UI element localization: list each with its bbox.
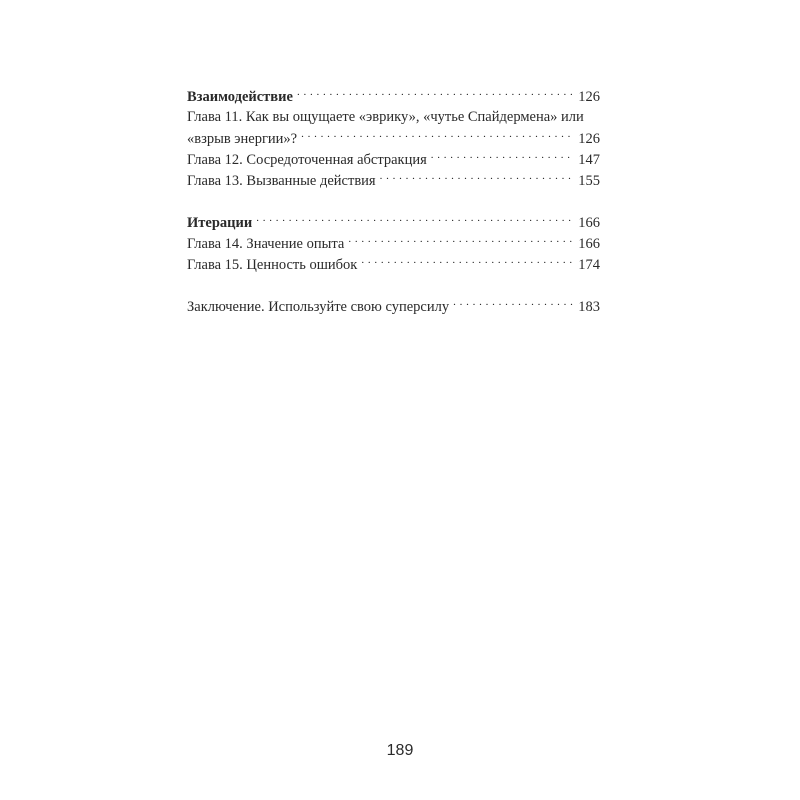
toc-part-interaction bbox=[187, 86, 600, 191]
toc-entry-chapter-14 bbox=[187, 233, 600, 254]
toc-entry-part-interaction bbox=[187, 86, 600, 107]
toc-leader-dots bbox=[256, 212, 574, 227]
toc-part-title: Итерации bbox=[187, 214, 253, 231]
toc-chapter-title: Глава 14. Значение опыта bbox=[187, 235, 345, 252]
toc-entry-chapter-15 bbox=[187, 254, 600, 275]
toc-part-title: Взаимодействие bbox=[187, 88, 293, 105]
toc-leader-dots bbox=[361, 254, 574, 269]
toc-chapter-title: Глава 15. Ценность ошибок bbox=[187, 256, 358, 273]
toc-leader-dots bbox=[297, 86, 574, 101]
toc-leader-dots bbox=[453, 296, 574, 311]
toc-page-number: 155 bbox=[578, 172, 600, 189]
toc-entry-chapter-11-line1 bbox=[187, 107, 600, 128]
toc-leader-dots bbox=[431, 149, 574, 164]
toc-entry-chapter-12 bbox=[187, 149, 600, 170]
toc-page-number: 166 bbox=[578, 214, 600, 231]
toc-leader-dots bbox=[380, 170, 575, 185]
toc-entry-chapter-13 bbox=[187, 170, 600, 191]
toc-entry-chapter-11-line2 bbox=[187, 128, 600, 149]
toc-conclusion bbox=[187, 296, 600, 317]
toc-page-number: 166 bbox=[578, 235, 600, 252]
toc-entry-part-iterations bbox=[187, 212, 600, 233]
toc-page-number: 147 bbox=[578, 151, 600, 168]
toc-leader-dots bbox=[348, 233, 574, 248]
page-footer-number: 189 bbox=[386, 742, 414, 759]
toc-chapter-title: Глава 12. Сосредоточенная абстракция bbox=[187, 151, 427, 168]
toc-chapter-title-continued: «взрыв энергии»? bbox=[187, 130, 298, 147]
toc-page-number: 126 bbox=[578, 130, 600, 147]
toc-page-number: 126 bbox=[578, 88, 600, 105]
toc-part-iterations bbox=[187, 212, 600, 275]
table-of-contents bbox=[187, 86, 600, 317]
toc-leader-dots bbox=[301, 128, 574, 143]
toc-chapter-title: Глава 13. Вызванные действия bbox=[187, 172, 376, 189]
toc-chapter-title: Глава 11. Как вы ощущаете «эврику», «чутье Спайдермена» или bbox=[187, 109, 584, 125]
toc-page-number: 174 bbox=[578, 256, 600, 273]
toc-entry-conclusion bbox=[187, 296, 600, 317]
toc-conclusion-title: Заключение. Используйте свою суперсилу bbox=[187, 298, 450, 315]
toc-page-number: 183 bbox=[578, 298, 600, 315]
